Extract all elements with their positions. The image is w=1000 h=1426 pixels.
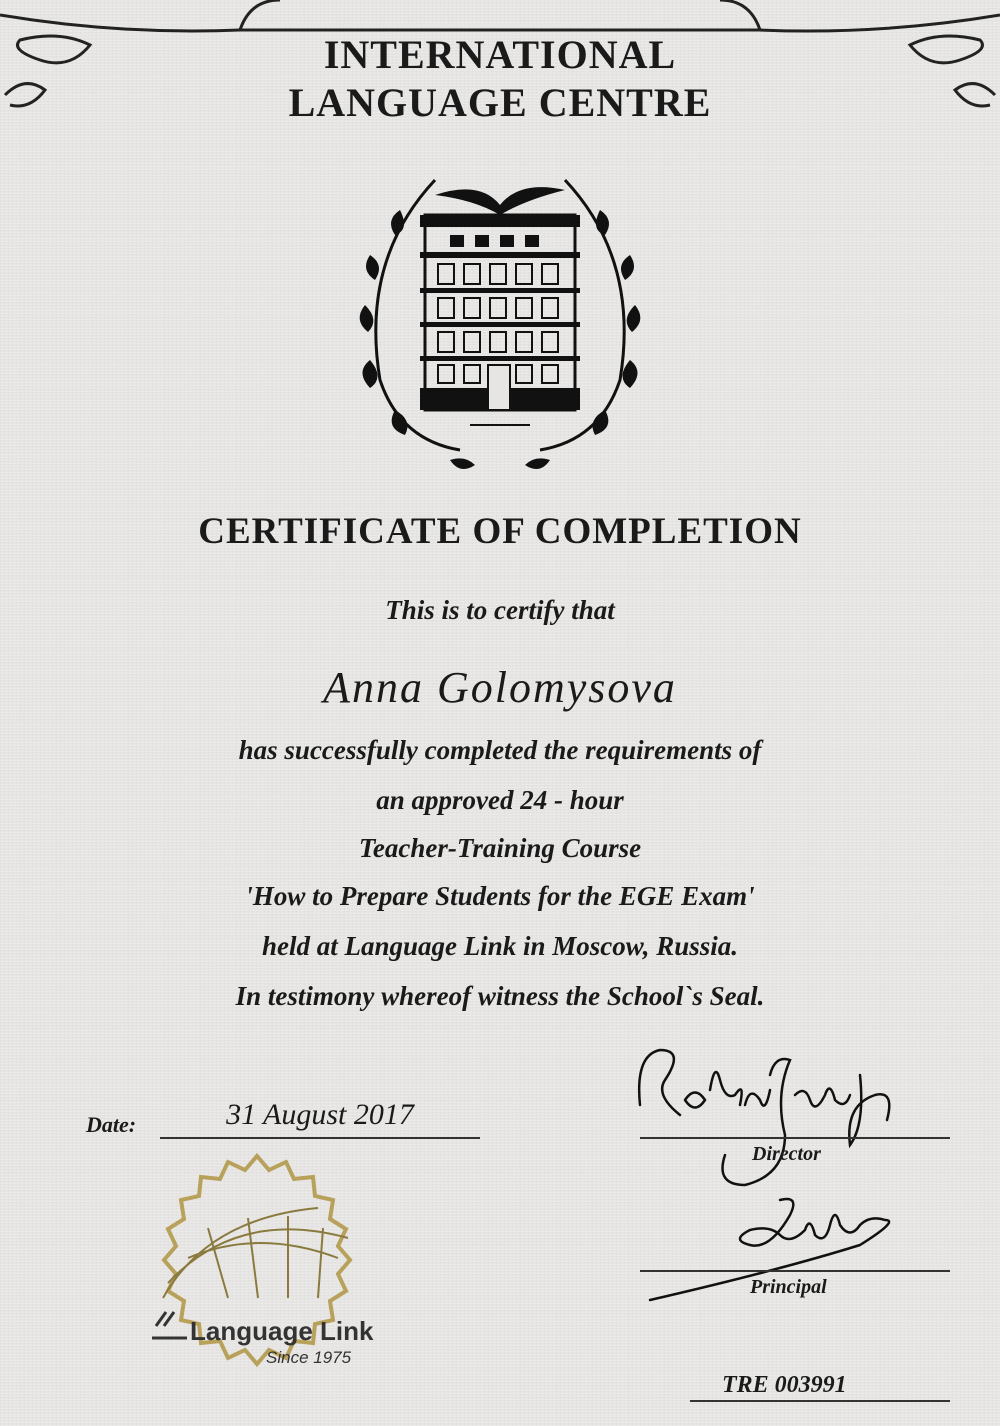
body-line-3: Teacher-Training Course xyxy=(358,833,642,863)
body-line-4: 'How to Prepare Students for the EGE Exam' xyxy=(245,881,755,911)
certificate-title: CERTIFICATE OF COMPLETION xyxy=(198,511,802,552)
recipient-name: Anna Golomysova xyxy=(323,663,677,712)
date-value: 31 August 2017 xyxy=(226,1098,414,1131)
principal-signature-line xyxy=(640,1270,950,1272)
language-link-seal xyxy=(118,1148,396,1426)
institution-name-line1: INTERNATIONAL xyxy=(323,32,677,77)
director-signature-line xyxy=(640,1137,950,1139)
body-line-6: In testimony whereof witness the School`s Seal. xyxy=(235,981,765,1011)
registration-number: TRE 003991 xyxy=(722,1372,847,1398)
registration-line xyxy=(690,1400,950,1402)
date-label: Date: xyxy=(86,1112,137,1137)
body-line-1: has successfully completed the requirements of xyxy=(238,735,762,765)
body-line-5: held at Language Link in Moscow, Russia. xyxy=(261,931,739,961)
institution-name-line2: LANGUAGE CENTRE xyxy=(288,80,712,125)
body-line-2: an approved 24 - hour xyxy=(376,785,624,815)
date-underline xyxy=(160,1137,480,1139)
building-crest-emblem xyxy=(340,160,660,480)
principal-label: Principal xyxy=(750,1276,827,1298)
seal-brand-text: Language Link xyxy=(190,1316,374,1346)
director-signature xyxy=(625,1035,915,1195)
certify-intro: This is to certify that xyxy=(385,595,615,625)
director-label: Director xyxy=(752,1143,821,1165)
seal-since-text: Since 1975 xyxy=(266,1348,352,1367)
